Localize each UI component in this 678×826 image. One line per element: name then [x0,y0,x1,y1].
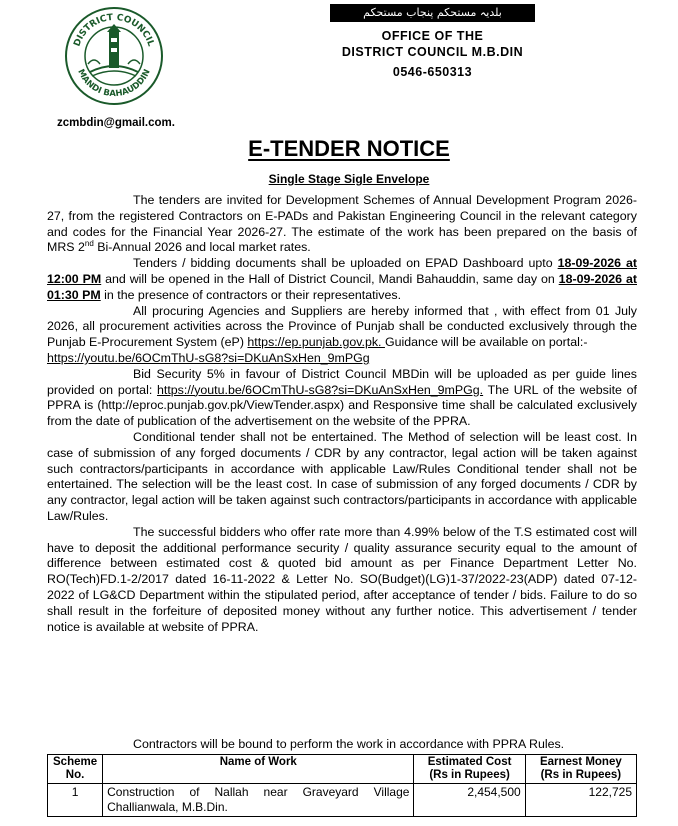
ep-portal-link[interactable]: https://ep.punjab.gov.pk. [247,335,385,350]
schemes-table [47,754,637,817]
cell-estimated-cost: 2,454,500 [414,784,525,817]
paragraph-performance-security: The successful bidders who offer rate more than 4.99% below of the T.S estimated cost will have to deposit the additional performance security / quality assurance security equal to the amount of difference between estimated cost & quoted bid amount as per Finance Department Letter No. RO(Tech)FD.1-2/2017 dated 16-11-2022 & Letter No. SO(Budget)(LG)1-37/2022-23(ADP) dated 07-12-2022 of LG&CD Department within the stipulated period, after acceptance of tender / bids. Failure to do so shall result in the forfeiture of deposited money without any further notice. This advertisement / tender notice is available at website of PPRA. [47,524,637,634]
paragraph-bid-security: Bid Security 5% in favour of District Council MBDin will be uploaded as per guide lines provided on portal: https://youtu.be/6OCmThU-sG8?si=DKuAnSxHen_9mPGg. The URL of the website of PPRA is (http://eproc.punjab.gov.pk/ViewTender.aspx) and Responsive time shall be calculated exclusively from the date of publication of the advertisement on the website of the PPRA. [47,366,637,429]
submission-date: 18-09-2026 at 12:00 PM [47,256,637,286]
header-name-of-work: Name of Work [103,755,414,784]
urdu-slogan: بلدیہ مستحکم پنجاب مستحکم [330,4,535,22]
guidance-video-link[interactable]: https://youtu.be/6OCmThU-sG8?si=DKuAnSxHen_9mPGg [47,350,370,365]
table-header-row [48,755,637,784]
notice-body [47,193,637,635]
cell-earnest-money: 122,725 [525,784,636,817]
office-line-2: DISTRICT COUNCIL M.B.DIN [341,45,524,59]
paragraph-submission: Tenders / bidding documents shall be uploaded on EPAD Dashboard upto 18-09-2026 at 12:00 PM and will be opened in the Hall of District Council, Mandi Bahauddin, same day on 18-09-2026 at 01:30 PM in the presence of contractors or their representatives. [47,256,637,302]
district-council-seal [64,6,164,106]
paragraph-e-procurement: All procuring Agencies and Suppliers are hereby informed that , with effect from 01 July 2026, all procurement activities across the Province of Punjab shall be conducted exclusively through the Punjab E-Procurement System (eP) https://ep.punjab.gov.pk. Guidance will be available on portal:- https://youtu.be/6OCmThU-sG8?si=DKuAnSxHen_9mPGg [47,303,637,365]
email-address: zcmbdin@gmail.com. [57,117,175,129]
header-scheme-no: Scheme No. [48,755,103,784]
table-row [48,784,637,817]
paragraph-conditions: Conditional tender shall not be entertained. The Method of selection will be least cost. In case of submission of any forged documents / CDR by any contractor, legal action will be taken against such contractors/participants in accordance with applicable Law/Rules Conditional tender shall not be entertained. The selection will be the least cost. In case of submission of any forged documents / CDR by any contractor, legal action will be taken against such contractors/participants in accordance with applicable Law/Rules. [47,429,637,523]
header-earnest-money: Earnest Money (Rs in Rupees) [525,755,636,784]
notice-subtitle: Single Stage Sigle Envelope [268,172,430,186]
office-header [330,4,535,80]
closing-statement: Contractors will be bound to perform the work in accordance with PPRA Rules. [133,737,565,751]
paragraph-invitation: The tenders are invited for Development Schemes of Annual Development Program 2026-27, from the registered Contractors on E-PADs and Pakistan Engineering Council in the relevant category and codes for the Financial Year 2026-27. The estimate of the work has been prepared on the basis of MRS 2nd Bi-Annual 2026 and local market rates. [47,193,637,255]
notice-title: E-TENDER NOTICE [248,136,450,161]
bid-security-video-link[interactable]: https://youtu.be/6OCmThU-sG8?si=DKuAnSxHen_9mPGg. [157,382,484,397]
office-line-1: OFFICE OF THE [381,29,484,43]
svg-text:MANDI BAHAUDDIN: MANDI BAHAUDDIN [75,67,153,100]
svg-text:DISTRICT COUNCIL: DISTRICT COUNCIL [72,12,156,48]
cell-name-of-work: Construction of Nallah near Graveyard Village Challianwala, M.B.Din. [103,784,414,817]
office-phone: 0546-650313 [392,65,473,79]
cell-scheme-no: 1 [48,784,103,817]
header-estimated-cost: Estimated Cost (Rs in Rupees) [414,755,525,784]
opening-date: 18-09-2026 at 01:30 PM [47,271,637,302]
